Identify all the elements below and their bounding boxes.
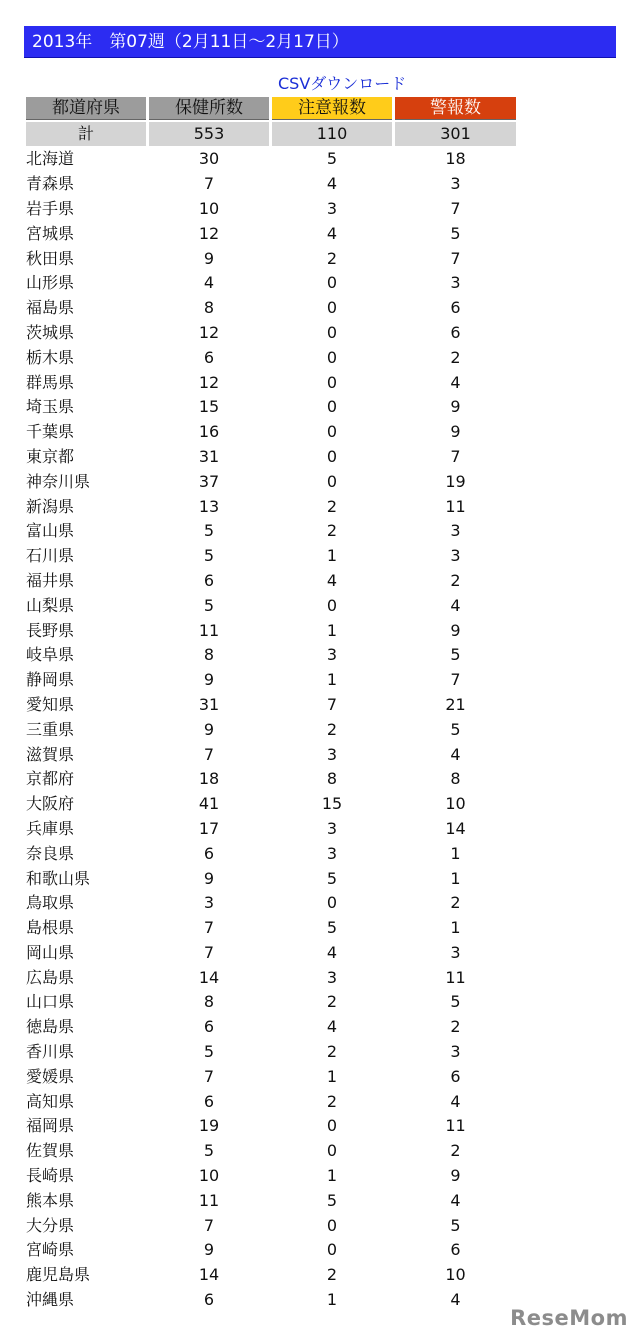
- table-row: [26, 296, 516, 321]
- health-center-count: 6: [203, 1290, 215, 1310]
- prefecture-name: 茨城県: [26, 322, 75, 342]
- table-row: [26, 544, 516, 569]
- health-center-count: 7: [203, 744, 215, 764]
- prefecture-name: 三重県: [26, 719, 75, 739]
- table-row: [26, 1188, 516, 1213]
- prefecture-name: 和歌山県: [26, 868, 91, 888]
- advisory-count: 0: [326, 273, 338, 293]
- table-row: [26, 1164, 516, 1189]
- warning-count: 10: [445, 794, 466, 814]
- table-row: [26, 395, 516, 420]
- health-center-count: 8: [203, 645, 215, 665]
- table-row: [26, 445, 516, 470]
- prefecture-name: 栃木県: [26, 347, 75, 367]
- table-row: [26, 1213, 516, 1238]
- health-center-count: 10: [198, 198, 220, 218]
- warning-count: 3: [450, 521, 461, 541]
- warning-count: 9: [450, 1166, 461, 1186]
- prefecture-name: 奈良県: [26, 843, 75, 863]
- warning-count: 7: [450, 248, 461, 268]
- warning-count: 3: [450, 942, 461, 962]
- prefecture-name: 神奈川県: [26, 471, 91, 491]
- advisory-count: 2: [326, 719, 338, 739]
- warning-count: 6: [450, 322, 461, 342]
- advisory-count: 2: [326, 1042, 338, 1062]
- prefecture-name: 北海道: [26, 149, 75, 169]
- warning-count: 11: [445, 967, 466, 987]
- table-row: [26, 965, 516, 990]
- prefecture-name: 兵庫県: [26, 818, 75, 838]
- warning-count: 11: [445, 496, 466, 516]
- health-center-count: 9: [203, 670, 215, 690]
- advisory-count: 2: [326, 248, 338, 268]
- table-row: [26, 519, 516, 544]
- health-center-count: 10: [198, 1166, 220, 1186]
- warning-count: 9: [450, 620, 461, 640]
- table-row: [26, 1089, 516, 1114]
- prefecture-name: 富山県: [26, 521, 75, 541]
- prefecture-name: 宮城県: [26, 223, 75, 243]
- health-center-count: 6: [203, 347, 215, 367]
- health-center-count: 9: [203, 248, 215, 268]
- warning-count: 1: [450, 918, 461, 938]
- warning-count: 1: [450, 868, 461, 888]
- table-row: [26, 593, 516, 618]
- advisory-count: 1: [326, 1290, 338, 1310]
- warning-count: 7: [450, 670, 461, 690]
- table-row: [26, 717, 516, 742]
- prefecture-name: 愛知県: [26, 694, 75, 714]
- health-center-count: 14: [198, 967, 220, 987]
- prefecture-name: 秋田県: [26, 248, 75, 268]
- advisory-count: 2: [326, 521, 338, 541]
- health-center-count: 37: [198, 471, 220, 491]
- advisory-count: 0: [326, 1215, 338, 1235]
- health-center-count: 12: [198, 223, 220, 243]
- table-row: [26, 643, 516, 668]
- warning-count: 5: [450, 1215, 461, 1235]
- warning-count: 10: [445, 1265, 466, 1285]
- table-row: [26, 792, 516, 817]
- advisory-count: 3: [326, 843, 338, 863]
- prefecture-name: 山形県: [26, 273, 75, 293]
- prefecture-name: 徳島県: [26, 1017, 75, 1037]
- advisory-count: 0: [326, 1116, 338, 1136]
- health-center-count: 5: [203, 1141, 215, 1161]
- health-center-count: 5: [203, 1042, 215, 1062]
- advisory-count: 5: [326, 149, 338, 169]
- table-body: [26, 147, 516, 1312]
- warning-count: 3: [450, 546, 461, 566]
- prefecture-name: 熊本県: [26, 1190, 75, 1210]
- prefecture-name: 滋賀県: [26, 744, 75, 764]
- table-row: [26, 618, 516, 643]
- warning-count: 4: [450, 595, 461, 615]
- prefecture-name: 沖縄県: [26, 1290, 75, 1310]
- table-row: [26, 246, 516, 271]
- health-center-count: 19: [198, 1116, 220, 1136]
- advisory-count: 0: [326, 347, 338, 367]
- advisory-count: 0: [326, 397, 338, 417]
- advisory-count: 7: [326, 694, 338, 714]
- warning-count: 6: [450, 298, 461, 318]
- prefecture-name: 高知県: [26, 1091, 75, 1111]
- table-row: [26, 1015, 516, 1040]
- header-warnings[interactable]: 警報数: [395, 97, 516, 120]
- header-advisories[interactable]: 注意報数: [272, 97, 392, 120]
- warning-count: 2: [450, 1141, 461, 1161]
- health-center-count: 6: [203, 843, 215, 863]
- health-center-count: 15: [198, 397, 220, 417]
- advisory-count: 0: [326, 446, 338, 466]
- health-center-count: 5: [203, 546, 215, 566]
- prefecture-name: 福岡県: [26, 1116, 75, 1136]
- table-row: [26, 420, 516, 445]
- prefecture-name: 島根県: [26, 918, 75, 938]
- table-row: [26, 941, 516, 966]
- warning-count: 11: [445, 1116, 466, 1136]
- prefecture-name: 鹿児島県: [26, 1265, 91, 1285]
- advisory-count: 0: [326, 893, 338, 913]
- advisory-count: 0: [326, 1240, 338, 1260]
- health-center-count: 6: [203, 570, 215, 590]
- table-row: [26, 841, 516, 866]
- health-center-count: 30: [198, 149, 220, 169]
- health-center-count: 9: [203, 719, 215, 739]
- table-row: [26, 1288, 516, 1313]
- advisory-count: 2: [326, 1091, 338, 1111]
- prefecture-name: 岐阜県: [26, 645, 75, 665]
- table-row: [26, 866, 516, 891]
- warning-count: 6: [450, 1240, 461, 1260]
- header-health-centers[interactable]: 保健所数: [149, 97, 269, 120]
- advisory-count: 0: [326, 471, 338, 491]
- health-center-count: 6: [203, 1017, 215, 1037]
- week-banner: [24, 26, 616, 58]
- advisory-count: 4: [326, 174, 338, 194]
- advisory-count: 1: [326, 620, 338, 640]
- table-row: [26, 1238, 516, 1263]
- advisory-count: 3: [326, 967, 338, 987]
- table-row: [26, 891, 516, 916]
- table-row: [26, 370, 516, 395]
- prefecture-name: 静岡県: [26, 670, 75, 690]
- advisory-count: 0: [326, 298, 338, 318]
- warning-count: 2: [450, 893, 461, 913]
- prefecture-name: 群馬県: [26, 372, 75, 392]
- table-row: [26, 693, 516, 718]
- total-warnings: 301: [395, 122, 516, 146]
- prefecture-name: 岩手県: [26, 198, 75, 218]
- health-center-count: 12: [198, 372, 220, 392]
- table-row: [26, 569, 516, 594]
- prefecture-name: 京都府: [26, 769, 75, 789]
- table-row: [26, 767, 516, 792]
- health-center-count: 31: [198, 694, 220, 714]
- warning-count: 18: [445, 149, 466, 169]
- warning-count: 9: [450, 422, 461, 442]
- total-row: [26, 122, 516, 146]
- health-center-count: 7: [203, 918, 215, 938]
- advisory-count: 0: [326, 595, 338, 615]
- advisory-count: 1: [326, 1166, 338, 1186]
- health-center-count: 41: [198, 794, 220, 814]
- warning-count: 5: [450, 992, 461, 1012]
- health-center-count: 7: [203, 174, 215, 194]
- warning-count: 2: [450, 347, 461, 367]
- table-row: [26, 1263, 516, 1288]
- advisory-count: 4: [326, 1017, 338, 1037]
- warning-count: 8: [450, 769, 461, 789]
- health-center-count: 8: [203, 298, 215, 318]
- table-header-row: [26, 97, 516, 121]
- warning-count: 7: [450, 198, 461, 218]
- advisory-count: 1: [326, 670, 338, 690]
- advisory-count: 1: [326, 1066, 338, 1086]
- warning-count: 6: [450, 1066, 461, 1086]
- table-row: [26, 916, 516, 941]
- health-center-count: 5: [203, 595, 215, 615]
- health-center-count: 7: [203, 942, 215, 962]
- total-label: 計: [26, 122, 146, 146]
- prefecture-name: 鳥取県: [26, 893, 75, 913]
- health-center-count: 3: [203, 893, 215, 913]
- table-row: [26, 271, 516, 296]
- health-center-count: 8: [203, 992, 215, 1012]
- advisory-count: 2: [326, 1265, 338, 1285]
- advisory-count: 5: [326, 868, 338, 888]
- prefecture-name: 山梨県: [26, 595, 75, 615]
- prefecture-name: 新潟県: [26, 496, 75, 516]
- advisory-count: 15: [321, 794, 343, 814]
- prefecture-name: 佐賀県: [26, 1141, 75, 1161]
- health-center-count: 31: [198, 446, 220, 466]
- advisory-count: 3: [326, 744, 338, 764]
- advisory-count: 3: [326, 645, 338, 665]
- week-banner-text: 2013年 第07週（2月11日〜2月17日）: [32, 32, 349, 52]
- warning-count: 3: [450, 174, 461, 194]
- warning-count: 4: [450, 744, 461, 764]
- prefecture-name: 大分県: [26, 1215, 75, 1235]
- advisory-count: 4: [326, 942, 338, 962]
- header-prefecture[interactable]: 都道府県: [26, 97, 146, 120]
- total-health-centers: 553: [149, 122, 269, 146]
- prefecture-name: 長野県: [26, 620, 75, 640]
- advisory-count: 8: [326, 769, 338, 789]
- health-center-count: 17: [198, 818, 220, 838]
- health-center-count: 18: [198, 769, 220, 789]
- warning-count: 7: [450, 446, 461, 466]
- prefecture-name: 岡山県: [26, 942, 75, 962]
- table-row: [26, 1139, 516, 1164]
- table-row: [26, 321, 516, 346]
- prefecture-name: 福井県: [26, 570, 75, 590]
- advisory-count: 2: [326, 992, 338, 1012]
- health-center-count: 6: [203, 1091, 215, 1111]
- resemom-logo: ReseMom: [510, 1306, 628, 1330]
- warning-count: 4: [450, 1190, 461, 1210]
- health-center-count: 11: [198, 620, 220, 640]
- health-center-count: 14: [198, 1265, 220, 1285]
- warning-count: 5: [450, 645, 461, 665]
- prefecture-name: 埼玉県: [26, 397, 75, 417]
- warning-count: 3: [450, 273, 461, 293]
- prefecture-name: 宮崎県: [26, 1240, 75, 1260]
- advisory-count: 0: [326, 372, 338, 392]
- advisory-count: 0: [326, 1141, 338, 1161]
- warning-count: 2: [450, 1017, 461, 1037]
- table-row: [26, 172, 516, 197]
- prefecture-name: 長崎県: [26, 1166, 75, 1186]
- table-row: [26, 221, 516, 246]
- prefecture-name: 福島県: [26, 298, 75, 318]
- prefecture-name: 広島県: [26, 967, 75, 987]
- advisory-count: 0: [326, 322, 338, 342]
- advisory-count: 0: [326, 422, 338, 442]
- advisory-count: 4: [326, 223, 338, 243]
- warning-count: 4: [450, 1091, 461, 1111]
- table-row: [26, 742, 516, 767]
- health-center-count: 9: [203, 1240, 215, 1260]
- table-row: [26, 990, 516, 1015]
- table-row: [26, 817, 516, 842]
- warning-count: 9: [450, 397, 461, 417]
- prefecture-name: 千葉県: [26, 422, 75, 442]
- prefecture-name: 石川県: [26, 546, 75, 566]
- table-row: [26, 147, 516, 172]
- prefecture-name: 青森県: [26, 174, 75, 194]
- warning-count: 21: [445, 694, 466, 714]
- warning-count: 5: [450, 223, 461, 243]
- health-center-count: 7: [203, 1066, 215, 1086]
- advisory-count: 3: [326, 818, 338, 838]
- warning-count: 4: [450, 372, 461, 392]
- warning-count: 19: [445, 471, 466, 491]
- health-center-count: 11: [198, 1190, 220, 1210]
- warning-count: 14: [445, 818, 466, 838]
- health-center-count: 13: [198, 496, 220, 516]
- advisory-count: 5: [326, 918, 338, 938]
- advisory-count: 2: [326, 496, 338, 516]
- prefecture-name: 東京都: [26, 446, 75, 466]
- advisory-count: 3: [326, 198, 338, 218]
- prefecture-name: 山口県: [26, 992, 75, 1012]
- table-row: [26, 668, 516, 693]
- health-center-count: 7: [203, 1215, 215, 1235]
- table-row: [26, 469, 516, 494]
- prefecture-name: 香川県: [26, 1042, 75, 1062]
- warning-count: 3: [450, 1042, 461, 1062]
- warning-count: 1: [450, 843, 461, 863]
- prefecture-name: 愛媛県: [26, 1066, 75, 1086]
- table-row: [26, 197, 516, 222]
- advisory-count: 5: [326, 1190, 338, 1210]
- advisory-count: 4: [326, 570, 338, 590]
- warning-count: 2: [450, 570, 461, 590]
- table-row: [26, 1064, 516, 1089]
- table-row: [26, 1114, 516, 1139]
- health-center-count: 9: [203, 868, 215, 888]
- table-row: [26, 494, 516, 519]
- advisory-count: 1: [326, 546, 338, 566]
- health-center-count: 4: [203, 273, 215, 293]
- warning-count: 4: [450, 1290, 461, 1310]
- total-advisories: 110: [272, 122, 392, 146]
- table-row: [26, 345, 516, 370]
- health-center-count: 12: [198, 322, 220, 342]
- warning-count: 5: [450, 719, 461, 739]
- health-center-count: 16: [198, 422, 220, 442]
- table-row: [26, 1040, 516, 1065]
- health-center-count: 5: [203, 521, 215, 541]
- csv-download-link[interactable]: CSVダウンロード: [278, 74, 407, 93]
- prefecture-name: 大阪府: [26, 794, 75, 814]
- prefecture-table: [26, 97, 516, 1310]
